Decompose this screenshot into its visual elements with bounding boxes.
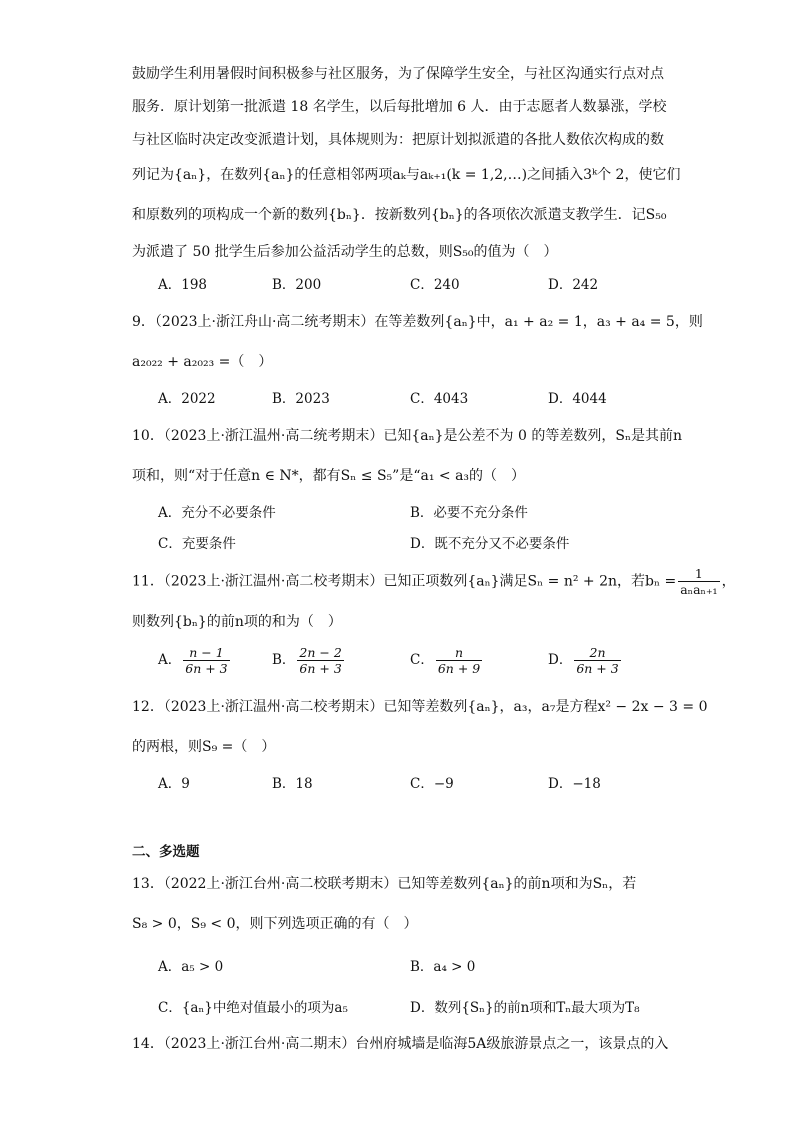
q13-option-a: A．a₅ > 0 — [158, 959, 224, 975]
q11-b-numerator: 1 — [678, 566, 719, 582]
q13-option-d: D．数列{Sₙ}的前n项和Tₙ最大项为T₈ — [410, 1000, 640, 1016]
q14-line-1: 14．（2023上·浙江台州·高二期末）台州府城墙是临海5A级旅游景点之一，该景点的入 — [132, 1036, 669, 1052]
q9-option-b: B．2023 — [272, 391, 330, 407]
q11-option-c-fraction — [436, 645, 482, 676]
q11-option-b-fraction — [297, 645, 343, 676]
q11-option-b-label: B． — [272, 652, 296, 668]
q10-option-c: C．充要条件 — [158, 536, 236, 552]
q9-line-1: 9．（2023上·浙江舟山·高二统考期末）在等差数列{aₙ}中，a₁ + a₂ = 1，a₃ + a₄ = 5，则 — [132, 314, 703, 330]
q12-option-d: D．−18 — [548, 776, 601, 792]
q10-option-a: A．充分不必要条件 — [158, 505, 276, 521]
q9-option-c: C．4043 — [410, 391, 469, 407]
q10-line-2: 项和，则“对于任意n ∈ N*，都有Sₙ ≤ S₅”是“a₁ < a₃的（ ） — [132, 468, 526, 484]
q12-option-c: C．−9 — [410, 776, 454, 792]
q10-option-d: D．既不充分又不必要条件 — [410, 536, 570, 552]
q12-option-a: A．9 — [158, 776, 190, 792]
q11-option-c-label: C． — [410, 652, 434, 668]
q9-line-2: a₂₀₂₂ + a₂₀₂₃ =（ ） — [132, 354, 273, 370]
q13-option-c: C．{aₙ}中绝对值最小的项为a₅ — [158, 1000, 348, 1016]
q11-option-b-num: 2n − 2 — [299, 645, 342, 660]
q13-option-b: B．a₄ > 0 — [410, 959, 476, 975]
q12-option-b: B．18 — [272, 776, 313, 792]
q11-option-a — [158, 645, 232, 676]
q11-option-b-den: 6n + 3 — [299, 661, 342, 676]
q11-line-1 — [132, 566, 736, 597]
q11-option-d-num: 2n — [574, 645, 620, 661]
q8-line-1: 鼓励学生利用暑假时间积极参与社区服务，为了保障学生安全，与社区沟通实行点对点 — [132, 66, 664, 82]
q11-option-d-fraction — [574, 645, 620, 676]
q11-b-fraction — [678, 566, 719, 597]
q11-option-c-num: n — [436, 645, 482, 661]
q8-line-4: 列记为{aₙ}，在数列{aₙ}的任意相邻两项aₖ与aₖ₊₁(k = 1,2,…)之间插入3ᵏ个 2，使它们 — [132, 167, 681, 183]
q13-line-2: S₈ > 0，S₉ < 0，则下列选项正确的有（ ） — [132, 916, 418, 932]
q8-line-3: 与社区临时决定改变派遣计划，具体规则为：把原计划拟派遣的各批人数依次构成的数 — [132, 132, 664, 148]
q11-option-a-label: A． — [158, 652, 182, 668]
q9-option-a: A．2022 — [158, 391, 216, 407]
q8-option-c: C．240 — [410, 277, 460, 293]
q12-line-1: 12．（2023上·浙江温州·高二校考期末）已知等差数列{aₙ}，a₃，a₇是方程x² − 2x − 3 = 0 — [132, 699, 708, 715]
q11-line-2: 则数列{bₙ}的前n项的和为（ ） — [132, 614, 342, 630]
q11-option-d-label: D． — [548, 652, 573, 668]
q11-option-d-den: 6n + 3 — [576, 661, 619, 676]
q10-line-1: 10．（2023上·浙江温州·高二统考期末）已知{aₙ}是公差不为 0 的等差数列，Sₙ是其前n — [132, 428, 683, 444]
q8-line-6: 为派遣了 50 批学生后参加公益活动学生的总数，则S₅₀的值为（ ） — [132, 244, 558, 260]
q9-option-d: D．4044 — [548, 391, 607, 407]
q11-option-a-num: n − 1 — [183, 645, 229, 661]
q12-line-2: 的两根，则S₉ =（ ） — [132, 739, 276, 755]
q11-option-c — [410, 645, 484, 676]
q8-option-b: B．200 — [272, 277, 322, 293]
q11-stem: 11．（2023上·浙江温州·高二校考期末）已知正项数列{aₙ}满足Sₙ = n² + 2n，若bₙ = — [132, 573, 677, 590]
q8-line-5: 和原数列的项构成一个新的数列{bₙ}．按新数列{bₙ}的各项依次派遣支教学生．记S₅₀ — [132, 207, 667, 223]
q10-option-b: B．必要不充分条件 — [410, 505, 528, 521]
q8-option-a: A．198 — [158, 277, 208, 293]
q11-option-d — [548, 645, 623, 676]
q11-option-b — [272, 645, 346, 676]
q8-option-d: D．242 — [548, 277, 599, 293]
q11-option-a-den: 6n + 3 — [185, 661, 228, 676]
q8-line-2: 服务．原计划第一批派遣 18 名学生，以后每批增加 6 人．由于志愿者人数暴涨，学校 — [132, 99, 667, 115]
section-heading-multiple-choice: 二、多选题 — [132, 844, 200, 860]
q11-option-a-fraction — [183, 645, 229, 676]
q11-b-denominator: aₙaₙ₊₁ — [680, 582, 718, 597]
q11-stem-end: ， — [721, 573, 736, 590]
q13-line-1: 13．（2022上·浙江台州·高二校联考期末）已知等差数列{aₙ}的前n项和为Sₙ，若 — [132, 876, 637, 892]
q11-option-c-den: 6n + 9 — [437, 661, 481, 676]
